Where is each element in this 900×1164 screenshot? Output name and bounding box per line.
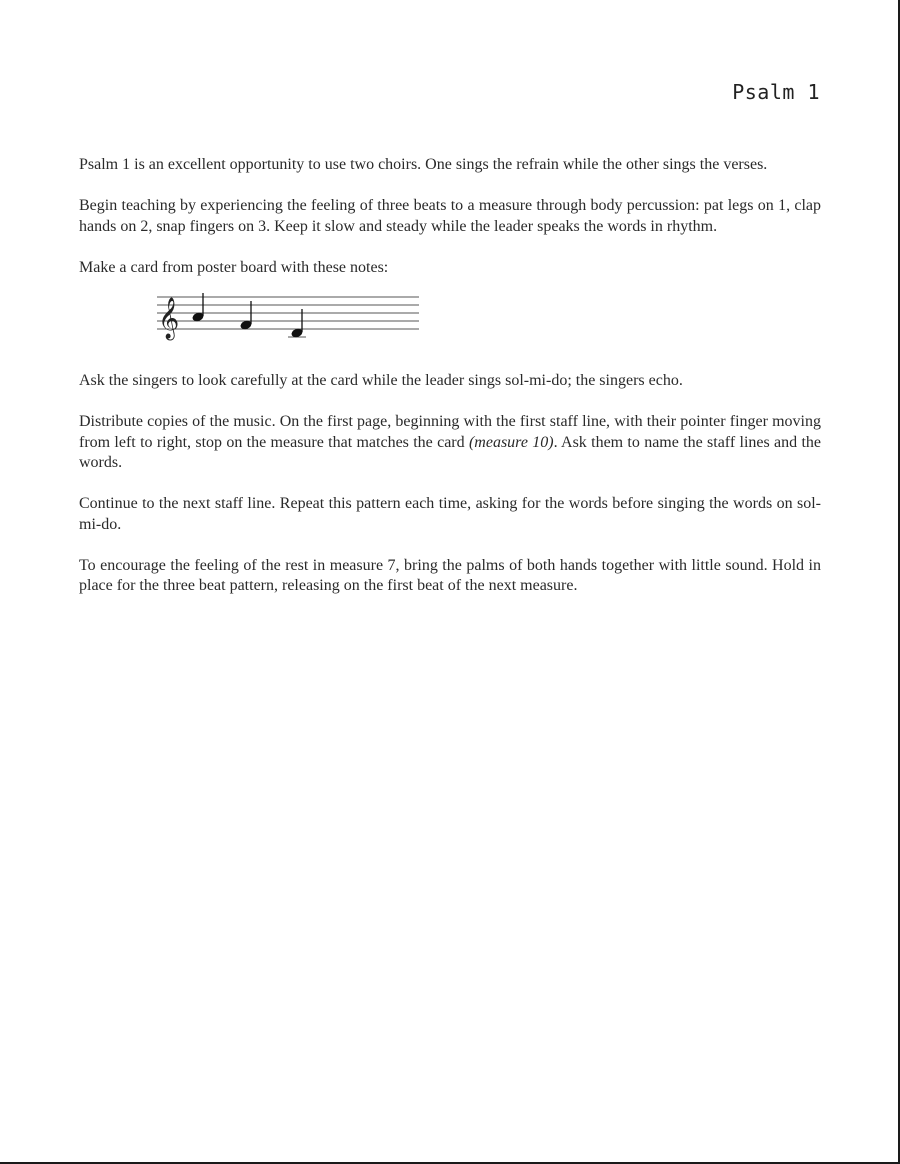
page-title: Psalm 1 (732, 80, 820, 104)
paragraph-rest: To encourage the feeling of the rest in measure 7, bring the palms of both hands together with little sound. Hold in place for the three beat pattern, releasing on the first beat of the next measure. (79, 556, 821, 594)
treble-clef-icon: 𝄞 (158, 298, 180, 339)
paragraph-body-percussion: Begin teaching by experiencing the feeling of three beats to a measure through body percussion: pat legs on 1, clap hands on 2, snap fingers on 3. Keep it slow and steady while the leader speaks the words in rhythm. (79, 197, 821, 235)
document-body (79, 155, 821, 617)
measure-reference: (measure 10) (468, 433, 554, 451)
paragraph-distribute (79, 412, 821, 474)
staff-notation (157, 288, 427, 348)
text-run: . Ask them to name the staff lines and the words. (79, 433, 822, 471)
paragraph-continue: Continue to the next staff line. Repeat this pattern each time, asking for the words before singing the words on sol-mi-do. (79, 495, 821, 533)
paragraph-make-card: Make a card from poster board with these notes: (79, 258, 389, 276)
text-run: Distribute copies of the music. On the first page, beginning with the first staff line, with their pointer finger moving from left to right, stop on the measure that matches the card (79, 413, 821, 451)
paragraph-intro: Psalm 1 is an excellent opportunity to use two choirs. One sings the refrain while the other sings the verses. (79, 156, 768, 173)
music-card-staff (79, 278, 821, 354)
paragraph-sol-mi-do: Ask the singers to look carefully at the card while the leader sings sol-mi-do; the singers echo. (79, 372, 683, 389)
